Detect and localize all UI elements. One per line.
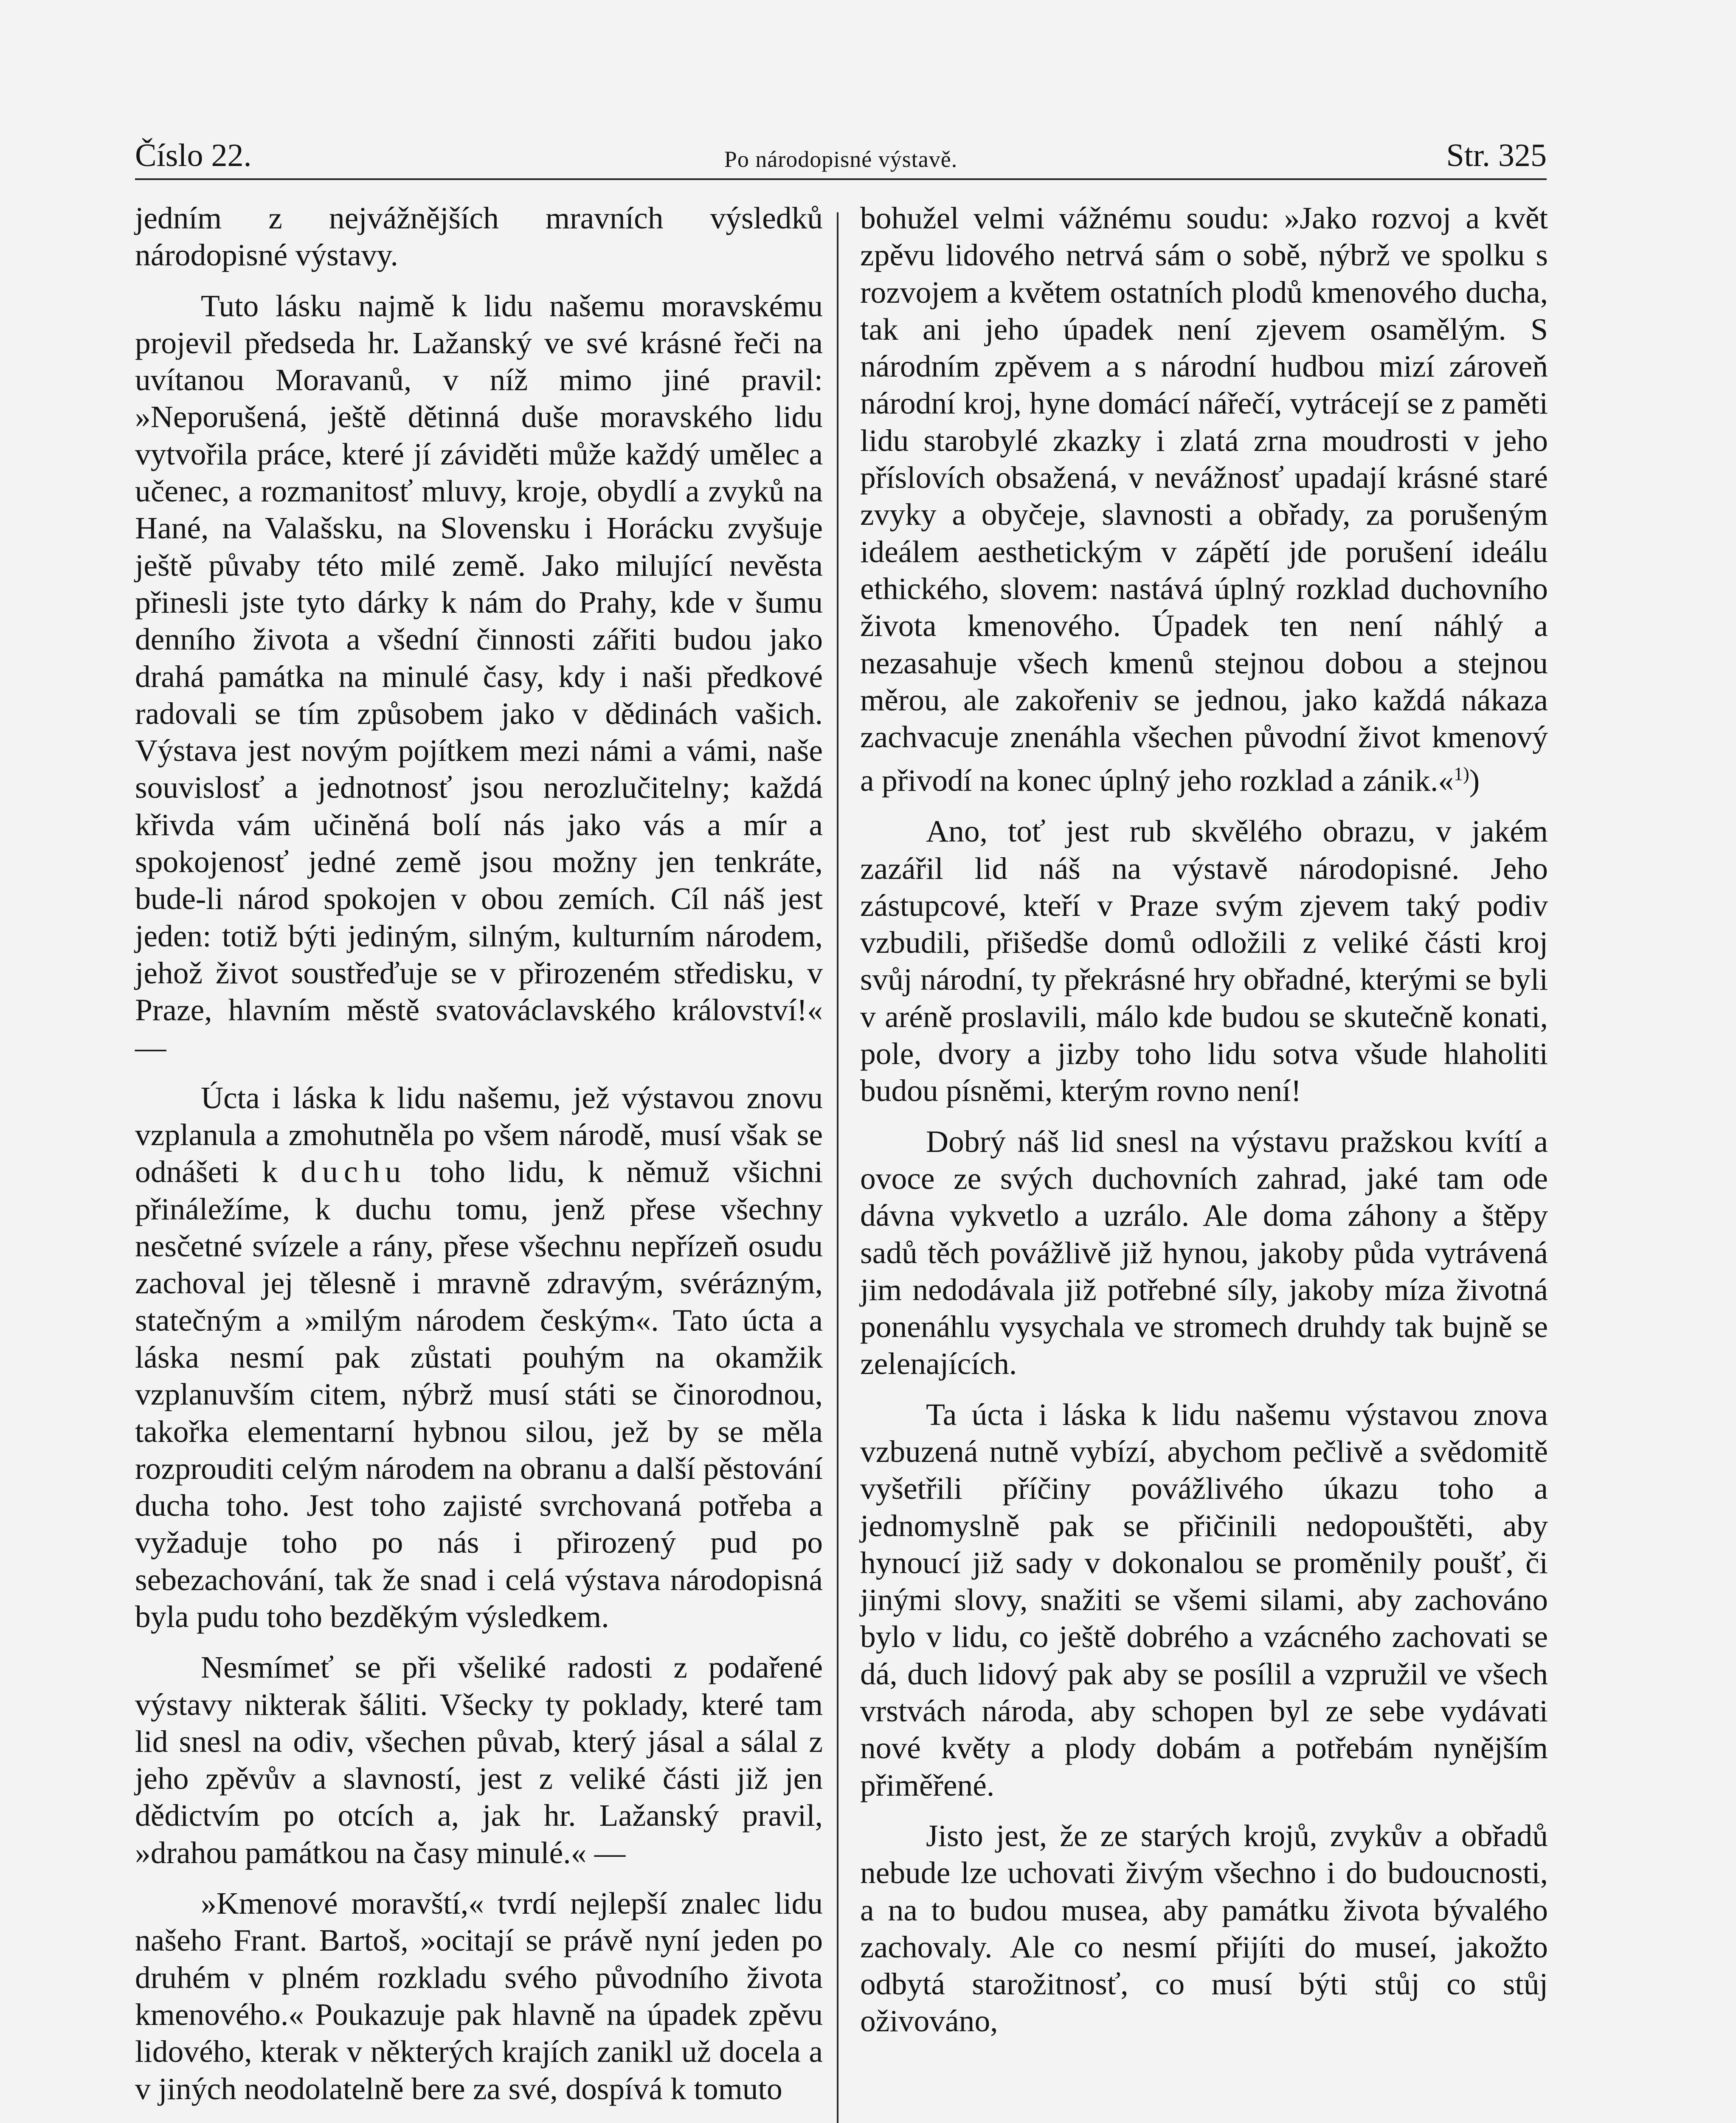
paragraph: »Kmenové moravští,« tvrdí nejlepší znalec lidu našeho Frant. Bartoš, »ocitají se právě nyní jeden po druhém v plném rozkladu svého původního života kmenového.« Poukazuje pak hlavně na úpadek zpěvu lidového, kterak v některých krajích zanikl už docela a v jiných neodolatelně bere za své, dospívá k tomuto (135, 1886, 823, 2106)
paragraph (135, 1079, 823, 1635)
text-run: Úcta i láska k lidu našemu, jež výstavou znovu vzplanula a zmohutněla po všem národě, musí však se odnášeti k (135, 1080, 823, 1189)
issue-number: Číslo 22. (135, 138, 252, 173)
paragraph: Tuto lásku najmě k lidu našemu moravskému projevil předseda hr. Lažanský ve své krásné řeči na uvítanou Moravanů, v níž mimo jiné pravil: »Neporušená, ještě dětinná duše moravského lidu vytvořila práce, které jí záviděti může každý umělec a učenec, a rozmanitosť mluvy, kroje, obydlí a zvyků na Hané, na Valašsku, na Slovensku i Horácku zvyšuje ještě půvaby této milé země. Jako milující nevěsta přinesli jste tyto dárky k nám do Prahy, kde v šumu denního života a všední činnosti zářiti budou jako drahá památka na minulé časy, kdy i naši předkové radovali se tím způsobem jako v dědinách vašich. Výstava jest novým pojítkem mezi námi a vámi, naše souvislosť a jednotnosť jsou nerozlučitelny; každá křivda vám učiněná bolí nás jako vás a mír a spokojenosť jedné země jsou možny jen tenkráte, bude-li národ spokojen v obou zemích. Cíl náš jest jeden: totiž býti jediným, silným, kulturním národem, jehož život soustřeďuje se v přirozeném středisku, v Praze, hlavním městě svatováclavského království!« — (135, 288, 823, 1064)
right-column (860, 200, 1548, 2040)
paragraph: Nesmímeť se při všeliké radosti z podařené výstavy nikterak šáliti. Všecky ty poklady, které tam lid snesl na odiv, všechen půvab, který jásal a sálal z jeho zpěvův a slavností, jest z veliké části již jen dědictvím po otcích a, jak hr. Lažanský pravil, »drahou památkou na časy minulé.« — (135, 1650, 823, 1870)
text-run: toho lidu, k němuž všichni přináležíme, k duchu tomu, jenž přese všechny nesčetné svízele a rány, přese všechnu nepřízeň osudu zachoval jej tělesně i mravně zdravým, svérázným, statečným a »milým národem českým«. Tato úcta a láska nesmí pak zůstati pouhým na okamžik vzplanuvším citem, nýbrž musí státi se činorodnou, takořka elementarní hybnou silou, jež by se měla rozprouditi celým národem na obranu a další pěstování ducha toho. Jest toho zajisté svrchovaná potřeba a vyžaduje toho po nás i přirozený pud po sebezachování, tak že snad i celá výstava národopisná byla pudu toho bezděkým výsledkem. (135, 1154, 823, 1634)
paragraph: Dobrý náš lid snesl na výstavu pražskou kvítí a ovoce ze svých duchovních zahrad, jaké tam ode dávna vykvetlo a uzrálo. Ale doma záhony a štěpy sadů těch povážlivě již hynou, jakoby půda vytrávená jim nedodávala již potřebné síly, jakoby míza životná ponenáhlu vysychala ve stromech druhdy tak bujně se zelenajících. (860, 1124, 1548, 1381)
page-header (135, 127, 1547, 180)
paragraph: Ano, toť jest rub skvělého obrazu, v jakém zazářil lid náš na výstavě národopisné. Jeho zástupcové, kteří v Praze svým zjevem taký podiv vzbudili, přišedše domů odložili z veliké části kroj svůj národní, ty překrásné hry obřadné, kterými se byli v aréně proslavili, málo kde budou se skutečně konati, pole, dvory a jizby toho lidu sotva všude hlaholiti budou písněmi, kterým rovno není! (860, 814, 1548, 1108)
left-column (135, 200, 823, 2107)
paragraph: Jisto jest, že ze starých krojů, zvykův a obřadů nebude lze uchovati živým všechno i do budoucnosti, a na to budou musea, aby památku života bývalého zachovaly. Ale co nesmí přijíti do museí, jakožto odbytá starožitnosť, co musí býti stůj co stůj oživováno, (860, 1818, 1548, 2039)
paragraph: jedním z nejvážnějších mravních výsledků národopisné výstavy. (135, 201, 823, 273)
paragraph: Ta úcta i láska k lidu našemu výstavou znova vzbuzená nutně vybízí, abychom pečlivě a svědomitě vyšetřili příčiny povážlivého úkazu toho a jednomyslně pak se přičinili nedopouštěti, aby hynoucí již sady v dokonalou se proměnily poušť, či jinými slovy, snažiti se všemi silami, aby zachováno bylo v lidu, co ještě dobrého a vzácného zachovati se dá, duch lidový pak aby se posílil a vzpružil ve všech vrstvách národa, aby schopen byl ze sebe vydávati nové květy a plody dobám a potřebám nynějším přiměřené. (860, 1397, 1548, 1802)
page-number: Str. 325 (1446, 138, 1547, 173)
footnote-reference: 1) (1454, 763, 1469, 785)
text-run: bohužel velmi vážnému soudu: »Jako rozvoj a květ zpěvu lidového netrvá sám o sobě, nýbrž ve spolku s rozvojem a květem ostatních plodů kmenového ducha, tak ani jeho úpadek není zjevem osamělým. S národním zpěvem a s národní hudbou mizí zároveň národní kroj, hyne domácí nářečí, vytrácejí se z paměti lidu starobylé zkazky i zlatá zrna moudrosti v jeho příslovích obsažená, v nevážnosť upadají krásné staré zvyky a obyčeje, slavnosti a obřady, za porušeným ideálem aesthetickým v zápětí jde porušení ideálu ethického, slovem: nastává úplný rozklad duchovního života kmenového. Úpadek ten není náhlý a nezasahuje všech kmenů stejnou dobou a stejnou měrou, ale zakořeniv se jednou, jako každá nákaza zachvacuje znenáhla všechen původní život kmenový a přivodí na konec úplný jeho rozklad a zánik.« (860, 201, 1548, 798)
column-divider (837, 212, 838, 2123)
emphasized-word: duchu (301, 1154, 407, 1189)
paragraph: bohužel velmi vážnému soudu: »Jako rozvoj a květ zpěvu lidového netrvá sám o sobě, nýbrž ve spolku s rozvojem a květem ostatních plodů kmenového ducha, tak ani jeho úpadek není zjevem osamělým. S národním zpěvem a s národní hudbou mizí zároveň národní kroj, hyne domácí nářečí, vytrácejí se z paměti lidu starobylé zkazky i zlatá zrna moudrosti v jeho příslovích obsažená, v nevážnosť upadají krásné staré zvyky a obyčeje, slavnosti a obřady, za porušeným ideálem aesthetickým v zápětí jde porušení ideálu ethického, slovem: nastává úplný rozklad duchovního života kmenového. Úpadek ten není náhlý a nezasahuje všech kmenů stejnou dobou a stejnou měrou, ale zakořeniv se jednou, jako každá nákaza zachvacuje znenáhla všechen původní život kmenový a přivodí na konec úplný jeho rozklad a zánik.«$^{1)}$) (860, 201, 1548, 798)
running-title: Po národopisné výstavě. (724, 146, 958, 172)
